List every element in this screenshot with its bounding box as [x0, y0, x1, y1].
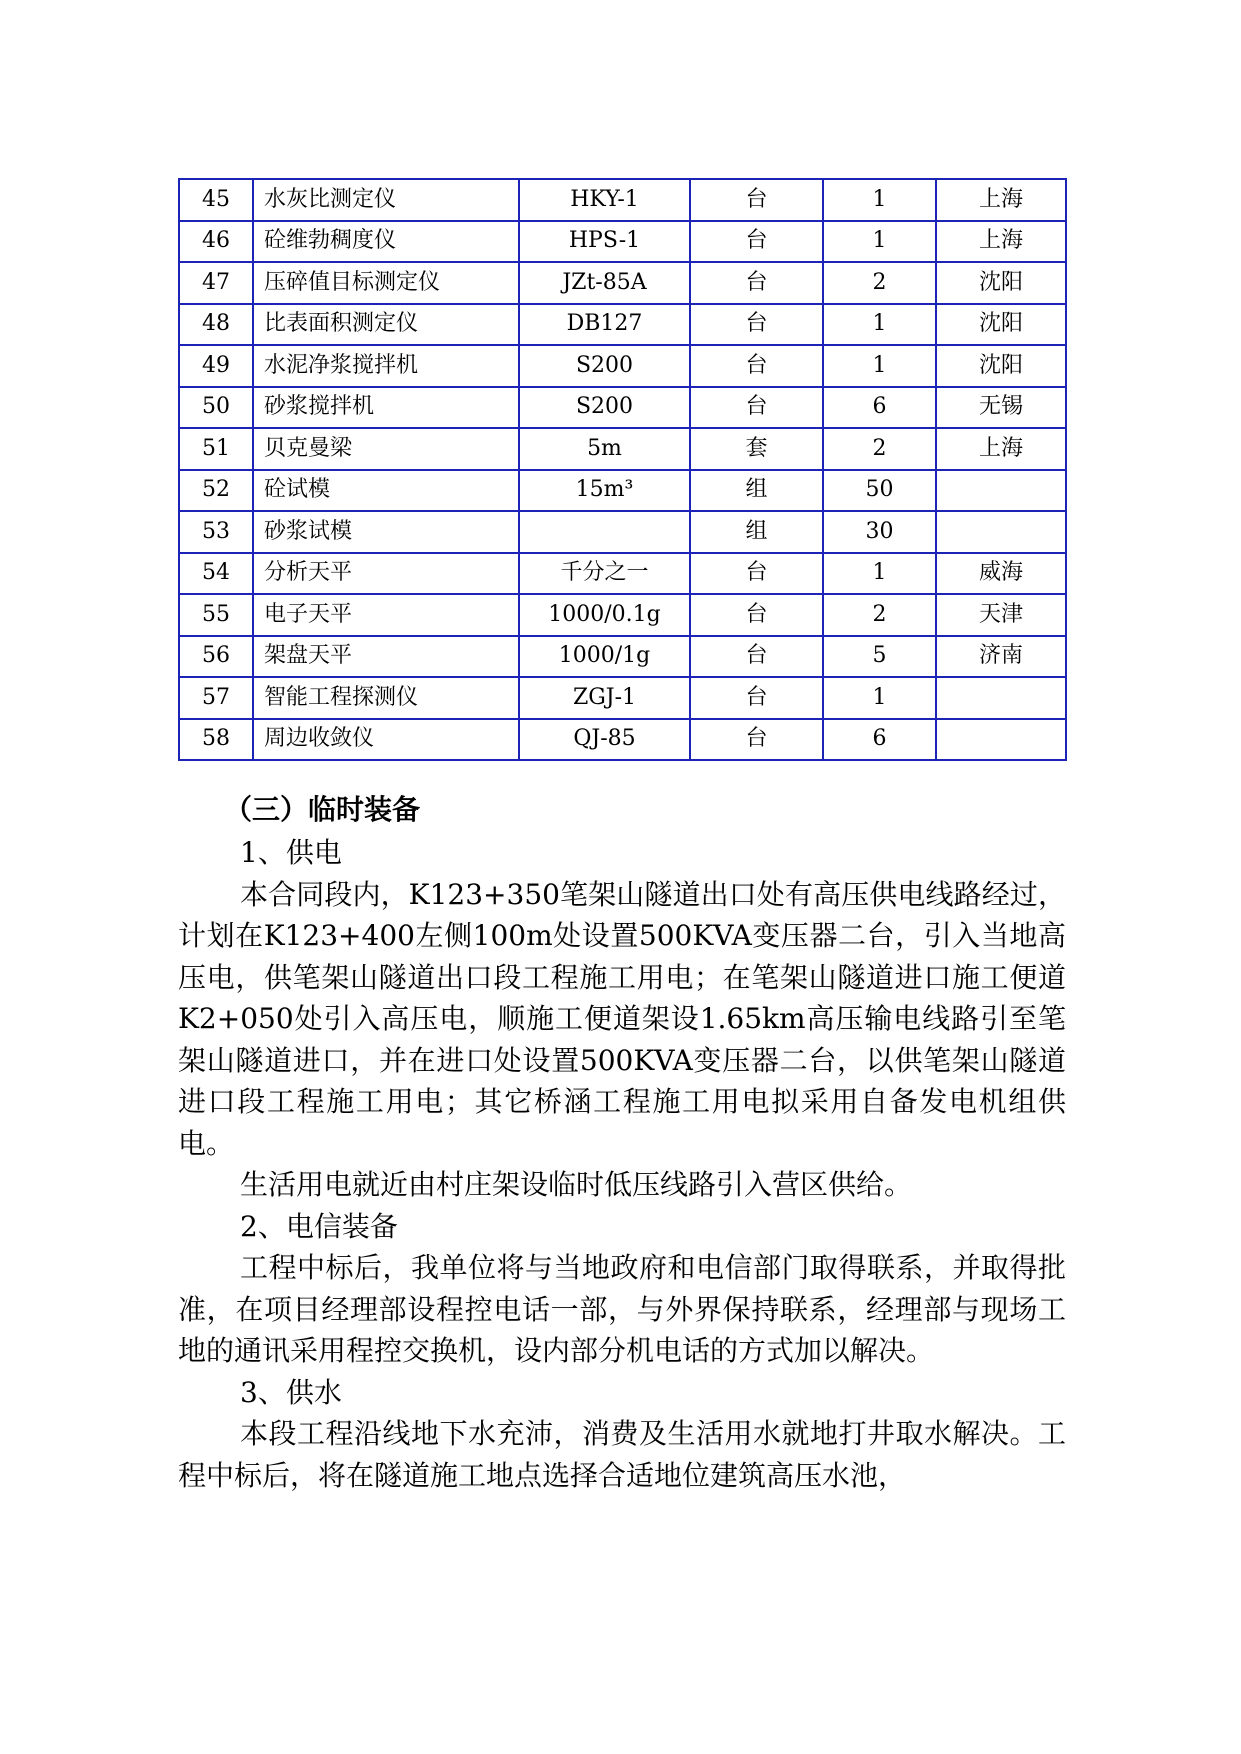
quantity-cell: 1: [823, 553, 936, 595]
place-of-origin-cell: [936, 719, 1066, 761]
quantity-cell: 50: [823, 470, 936, 512]
table-row: [179, 262, 1066, 304]
unit-cell: 台: [690, 719, 823, 761]
equipment-name-cell: 周边收敛仪: [253, 719, 519, 761]
table-row: [179, 553, 1066, 595]
table-row: [179, 179, 1066, 221]
equipment-name-cell: 砂浆搅拌机: [253, 387, 519, 429]
unit-cell: 台: [690, 179, 823, 221]
item-number-cell: 49: [179, 345, 253, 387]
paragraph: 本段工程沿线地下水充沛，消费及生活用水就地打井取水解决。工程中标后，将在隧道施工地点选择合适地位建筑高压水池，: [178, 1417, 1066, 1492]
item-number-cell: 54: [179, 553, 253, 595]
unit-cell: 组: [690, 470, 823, 512]
equipment-model-cell: HKY-1: [519, 179, 690, 221]
equipment-table: [178, 178, 1067, 761]
item-number-cell: 48: [179, 304, 253, 346]
table-row: [179, 719, 1066, 761]
item-number-cell: 57: [179, 677, 253, 719]
item-number-cell: 51: [179, 428, 253, 470]
quantity-cell: 1: [823, 179, 936, 221]
quantity-cell: 5: [823, 636, 936, 678]
equipment-model-cell: 5m: [519, 428, 690, 470]
section-heading: （三）临时装备: [224, 793, 421, 826]
table-row: [179, 636, 1066, 678]
table-row: [179, 221, 1066, 263]
table-row: [179, 470, 1066, 512]
unit-cell: 套: [690, 428, 823, 470]
unit-cell: 台: [690, 553, 823, 595]
item-number-cell: 45: [179, 179, 253, 221]
place-of-origin-cell: 沈阳: [936, 262, 1066, 304]
table-row: [179, 428, 1066, 470]
item-number-cell: 52: [179, 470, 253, 512]
item-number-cell: 47: [179, 262, 253, 304]
equipment-model-cell: 15m³: [519, 470, 690, 512]
section-body: [178, 832, 1066, 1496]
subsection-title: 3、供水: [240, 1375, 342, 1409]
equipment-model-cell: S200: [519, 345, 690, 387]
equipment-name-cell: 比表面积测定仪: [253, 304, 519, 346]
paragraph: 工程中标后，我单位将与当地政府和电信部门取得联系，并取得批准，在项目经理部设程控电话一部，与外界保持联系，经理部与现场工地的通讯采用程控交换机，设内部分机电话的方式加以解决。: [178, 1251, 1066, 1367]
item-number-cell: 46: [179, 221, 253, 263]
equipment-name-cell: 分析天平: [253, 553, 519, 595]
paragraph: 本合同段内，K123+350笔架山隧道出口处有高压供电线路经过，计划在K123+400左侧100m处设置500KVA变压器二台，引入当地高压电，供笔架山隧道出口段工程施工用电；在笔架山隧道进口施工便道K2+050处引入高压电，顺施工便道架设1.65km高压输电线路引至笔架山隧道进口，并在进口处设置500KVA变压器二台，以供笔架山隧道进口段工程施工用电；其它桥涵工程施工用电拟采用自备发电机组供电。: [178, 877, 1066, 1160]
equipment-model-cell: JZt-85A: [519, 262, 690, 304]
table-row: [179, 345, 1066, 387]
place-of-origin-cell: 沈阳: [936, 345, 1066, 387]
quantity-cell: 2: [823, 262, 936, 304]
equipment-name-cell: 压碎值目标测定仪: [253, 262, 519, 304]
unit-cell: 组: [690, 511, 823, 553]
equipment-model-cell: [519, 511, 690, 553]
place-of-origin-cell: [936, 677, 1066, 719]
equipment-name-cell: 砂浆试模: [253, 511, 519, 553]
quantity-cell: 6: [823, 719, 936, 761]
equipment-name-cell: 架盘天平: [253, 636, 519, 678]
equipment-model-cell: QJ-85: [519, 719, 690, 761]
quantity-cell: 1: [823, 304, 936, 346]
equipment-model-cell: S200: [519, 387, 690, 429]
quantity-cell: 2: [823, 594, 936, 636]
table-row: [179, 304, 1066, 346]
quantity-cell: 6: [823, 387, 936, 429]
item-number-cell: 53: [179, 511, 253, 553]
equipment-name-cell: 智能工程探测仪: [253, 677, 519, 719]
item-number-cell: 58: [179, 719, 253, 761]
unit-cell: 台: [690, 636, 823, 678]
equipment-name-cell: 水灰比测定仪: [253, 179, 519, 221]
subsection-title: 2、电信装备: [240, 1209, 398, 1243]
equipment-model-cell: 千分之一: [519, 553, 690, 595]
equipment-name-cell: 贝克曼梁: [253, 428, 519, 470]
equipment-name-cell: 电子天平: [253, 594, 519, 636]
place-of-origin-cell: 天津: [936, 594, 1066, 636]
table-row: [179, 594, 1066, 636]
place-of-origin-cell: 威海: [936, 553, 1066, 595]
paragraph: 生活用电就近由村庄架设临时低压线路引入营区供给。: [240, 1168, 913, 1201]
unit-cell: 台: [690, 677, 823, 719]
unit-cell: 台: [690, 345, 823, 387]
equipment-model-cell: ZGJ-1: [519, 677, 690, 719]
unit-cell: 台: [690, 387, 823, 429]
place-of-origin-cell: 沈阳: [936, 304, 1066, 346]
unit-cell: 台: [690, 262, 823, 304]
equipment-model-cell: DB127: [519, 304, 690, 346]
table-row: [179, 677, 1066, 719]
place-of-origin-cell: 上海: [936, 179, 1066, 221]
item-number-cell: 50: [179, 387, 253, 429]
item-number-cell: 56: [179, 636, 253, 678]
quantity-cell: 2: [823, 428, 936, 470]
quantity-cell: 1: [823, 221, 936, 263]
equipment-model-cell: 1000/1g: [519, 636, 690, 678]
place-of-origin-cell: [936, 470, 1066, 512]
equipment-model-cell: HPS-1: [519, 221, 690, 263]
quantity-cell: 1: [823, 677, 936, 719]
unit-cell: 台: [690, 594, 823, 636]
equipment-name-cell: 砼试模: [253, 470, 519, 512]
quantity-cell: 1: [823, 345, 936, 387]
equipment-name-cell: 水泥净浆搅拌机: [253, 345, 519, 387]
place-of-origin-cell: 无锡: [936, 387, 1066, 429]
unit-cell: 台: [690, 221, 823, 263]
subsection-title: 1、供电: [240, 836, 342, 869]
table-row: [179, 511, 1066, 553]
quantity-cell: 30: [823, 511, 936, 553]
table-row: [179, 387, 1066, 429]
place-of-origin-cell: 济南: [936, 636, 1066, 678]
place-of-origin-cell: 上海: [936, 221, 1066, 263]
equipment-model-cell: 1000/0.1g: [519, 594, 690, 636]
equipment-name-cell: 砼维勃稠度仪: [253, 221, 519, 263]
place-of-origin-cell: [936, 511, 1066, 553]
item-number-cell: 55: [179, 594, 253, 636]
unit-cell: 台: [690, 304, 823, 346]
place-of-origin-cell: 上海: [936, 428, 1066, 470]
equipment-table-body: [179, 179, 1066, 760]
